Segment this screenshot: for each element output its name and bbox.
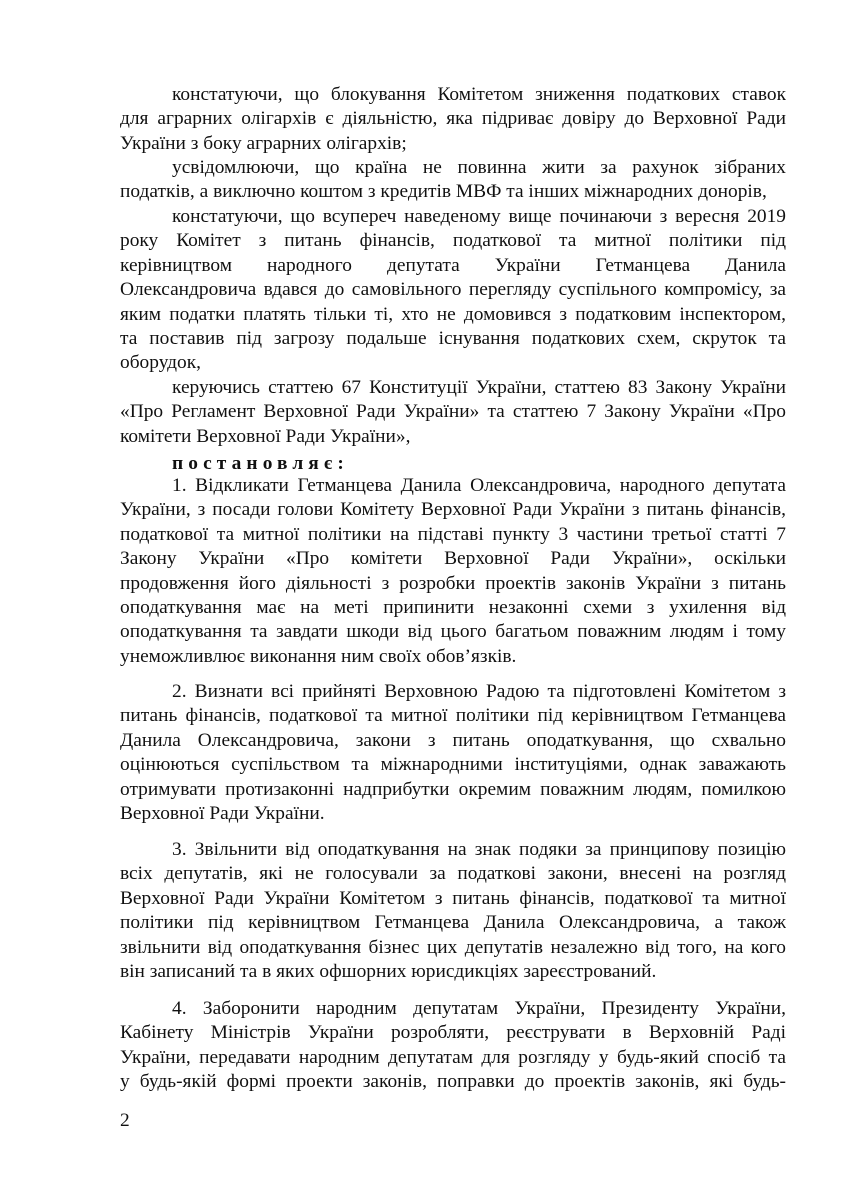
text-line: Закону України «Про комітети Верховної Ради України», оскільки (120, 548, 786, 570)
text-line: та поставив під загрозу подальше існування податкових схем, скруток та (120, 328, 786, 350)
text-line: Олександровича вдався до самовільного перегляду суспільного компромісу, за (120, 279, 786, 301)
text-line: він записаний та в яких офшорних юрисдикціях зареєстрований. (120, 961, 657, 983)
text-line: 1. Відкликати Гетманцева Данила Олександровича, народного депутата (172, 475, 786, 496)
resolution-item-3 (120, 838, 786, 984)
page-number: 2 (120, 1110, 130, 1131)
text-line: констатуючи, що блокування Комітетом зниження податкових ставок (172, 84, 786, 105)
text-line: отримувати протизаконні надприбутки окремим поважним людям, помилкою (120, 778, 786, 800)
text-line: Верховної Ради України. (120, 803, 325, 825)
preamble-paragraph-3 (120, 205, 786, 376)
text-line: констатуючи, що всупереч наведеному вище починаючи з вересня 2019 (172, 206, 786, 227)
text-line: України, з посади голови Комітету Верховної Ради України з питань фінансів, (120, 499, 786, 521)
text-line: оподаткування та завдати шкоди від цього багатьом поважним людям і тому (120, 621, 786, 643)
resolution-item-1 (120, 474, 786, 669)
resolution-item-2 (120, 680, 786, 826)
preamble-paragraph-1 (120, 83, 786, 156)
text-line: оборудок, (120, 352, 201, 374)
text-line: політики під керівництвом Гетманцева Данила Олександровича, а також (120, 912, 786, 934)
text-line: всіх депутатів, які не голосували за податкові закони, внесені на розгляд (120, 863, 786, 885)
text-line: року Комітет з питань фінансів, податкової та митної політики під (120, 230, 786, 252)
text-line: 4. Заборонити народним депутатам України, Президенту України, (172, 998, 786, 1019)
text-line: податків, а виключно коштом з кредитів МВФ та інших міжнародних донорів, (120, 181, 767, 203)
text-line: питань фінансів, податкової та митної політики під керівництвом Гетманцева (120, 705, 786, 727)
text-line: унеможливлює виконання ним своїх обов’язків. (120, 645, 517, 667)
text-line: яким податки платять тільки ті, хто не домовився з податковим інспектором, (120, 303, 786, 325)
preamble-paragraph-4 (120, 376, 786, 449)
text-line: керівництвом народного депутата України Гетманцева Данила (120, 254, 786, 276)
text-line: України з боку аграрних олігархів; (120, 132, 407, 154)
text-line: 3. Звільнити від оподаткування на знак подяки за принципову позицію (172, 839, 786, 860)
text-line: України, передавати народним депутатам для розгляду у будь-який спосіб та (120, 1046, 786, 1068)
text-line: продовження його діяльності з розробки проектів законів України з питань (120, 572, 786, 594)
preamble-paragraph-2 (120, 156, 786, 205)
text-line: «Про Регламент Верховної Ради України» та статтею 7 Закону України «Про (120, 401, 786, 423)
text-line: 2. Визнати всі прийняті Верховною Радою та підготовлені Комітетом з (172, 681, 786, 702)
text-line: Кабінету Міністрів України розробляти, реєструвати в Верховній Раді (120, 1022, 786, 1044)
text-line: Верховної Ради України Комітетом з питань фінансів, податкової та митної (120, 887, 786, 909)
resolution-heading: постановляє: (172, 453, 349, 474)
resolution-item-4 (120, 997, 786, 1095)
text-line: усвідомлюючи, що країна не повинна жити за рахунок зібраних (172, 157, 786, 178)
text-line: податкової та митної політики на підставі пункту 3 частини третьої статті 7 (120, 523, 786, 545)
text-line: керуючись статтею 67 Конституції України, статтею 83 Закону України (172, 377, 786, 398)
text-line: у будь-якій формі проекти законів, поправки до проектів законів, які будь- (120, 1071, 786, 1093)
text-line: для аграрних олігархів є діяльністю, яка підриває довіру до Верховної Ради (120, 108, 786, 130)
text-line: комітети Верховної Ради України», (120, 425, 411, 447)
text-line: оподаткування має на меті припинити незаконні схеми з ухилення від (120, 597, 786, 619)
text-line: Данила Олександровича, закони з питань оподаткування, що схвально (120, 729, 786, 751)
text-line: оцінюються суспільством та міжнародними інституціями, однак заважають (120, 754, 786, 776)
text-line: звільнити від оподаткування бізнес цих депутатів незалежно від того, на кого (120, 936, 786, 958)
